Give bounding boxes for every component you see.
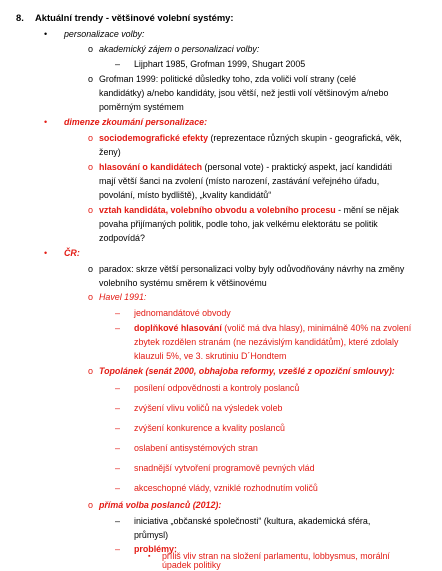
square-marker: ▪ bbox=[148, 553, 151, 560]
problem-line-2: úpadek politiky bbox=[162, 560, 221, 570]
problems-label: problémy: bbox=[134, 544, 177, 554]
dash-marker: – bbox=[115, 463, 121, 473]
extra-vote-term: doplňkové hlasování bbox=[134, 323, 222, 333]
dash-marker: – bbox=[115, 403, 121, 413]
bullet-marker: • bbox=[44, 29, 48, 39]
dash-marker: – bbox=[115, 483, 121, 493]
topolanek-item: zvýšení vlivu voličů na výsledek voleb bbox=[134, 403, 283, 413]
circle-marker: o bbox=[88, 292, 94, 302]
socio-line-1: sociodemografické efekty (reprezentace různých skupin - geografická, věk, bbox=[99, 133, 402, 143]
link-line-3: zodpovídá? bbox=[99, 233, 145, 243]
problem-line-1: příliš vliv stran na složení parlamentu, lobbysmus, morální úpadek politiky bbox=[162, 551, 390, 570]
votes-line-3: povolání, místo bydliště), „kvality kandidátů“ bbox=[99, 190, 272, 200]
academic-refs: Lijphart 1985, Grofman 1999, Shugart 2005 bbox=[134, 59, 306, 69]
havel-extra-line-2: zbytek rozdělen stranám (ne nezávislým kandidátům), které zdolaly bbox=[134, 337, 399, 347]
initiative-line-1: iniciativa „občanské společnosti“ (kultura, akademická sféra, bbox=[134, 516, 371, 526]
paradox-line-1: paradox: skrze větší personalizaci volby byly odůvodňovány návrhy na změny bbox=[99, 264, 405, 274]
votes-line-2: mají větší šanci na zvolení (místo narození, zastávání veřejného úřadu, bbox=[99, 176, 380, 186]
academic-interest-label: akademický zájem o personalizaci volby: bbox=[99, 44, 260, 54]
grofman-line-2: kandidátky) a/nebo kandidáty, jsou větší, než jestli volí většinovým a/nebo bbox=[99, 88, 389, 98]
circle-marker: o bbox=[88, 264, 94, 274]
votes-line-1: hlasování o kandidátech (personal vote) - praktický aspekt, jací kandidáti bbox=[99, 162, 392, 172]
link-line-1: vztah kandidáta, volebního obvodu a volebního procesu - mění se nějak bbox=[99, 205, 399, 215]
initiative-line-2: průmysl) bbox=[134, 530, 169, 540]
circle-marker: o bbox=[88, 366, 94, 376]
circle-marker: o bbox=[88, 162, 94, 172]
direct-election-label: přímá volba poslanců (2012): bbox=[99, 500, 222, 510]
dash-marker: – bbox=[115, 423, 121, 433]
dash-marker: – bbox=[115, 544, 121, 554]
topic-dimensions: dimenze zkoumání personalizace: bbox=[64, 117, 208, 127]
topolanek-label: Topolánek (senát 2000, obhajoba reformy, vzešlé z opoziční smlouvy): bbox=[99, 366, 395, 376]
votes-term: hlasování o kandidátech bbox=[99, 162, 203, 172]
topolanek-item: akceschopné vlády, vzniklé rozhodnutím voličů bbox=[134, 483, 318, 493]
dash-marker: – bbox=[115, 443, 121, 453]
bullet-marker: • bbox=[44, 248, 48, 258]
link-term: vztah kandidáta, volebního obvodu a volebního procesu bbox=[99, 205, 336, 215]
dash-marker: – bbox=[115, 516, 121, 526]
section-heading: Aktuální trendy - většinové volební systémy: bbox=[35, 12, 234, 23]
topolanek-item: zvýšení konkurence a kvality poslanců bbox=[134, 423, 285, 433]
socio-term: sociodemografické efekty bbox=[99, 133, 209, 143]
havel-extra-line-1: doplňkové hlasování (volič má dva hlasy), minimálně 40% na zvolení bbox=[134, 323, 412, 333]
link-line-2: povaha přijímaných politik, podle toho, jak velkému elektorátu se politik bbox=[99, 219, 378, 229]
topolanek-item: oslabení antisystémových stran bbox=[134, 443, 258, 453]
circle-marker: o bbox=[88, 500, 94, 510]
circle-marker: o bbox=[88, 133, 94, 143]
bullet-marker: • bbox=[44, 117, 48, 127]
circle-marker: o bbox=[88, 44, 94, 54]
topolanek-item: posílení odpovědnosti a kontroly poslanců bbox=[134, 383, 300, 393]
havel-single-districts: jednomandátové obvody bbox=[134, 308, 231, 318]
havel-extra-line-3: klauzuli 5%, ve 3. skrutiniu D´Hondtem bbox=[134, 351, 287, 361]
topic-cr: ČR: bbox=[64, 248, 80, 258]
dash-marker: – bbox=[115, 383, 121, 393]
topolanek-item: snadnější vytvoření programově pevných vlád bbox=[134, 463, 315, 473]
havel-label: Havel 1991: bbox=[99, 292, 147, 302]
paradox-line-2: volebního systému směrem k většinovému bbox=[99, 278, 267, 288]
grofman-line-1: Grofman 1999: politické důsledky toho, zda voliči volí strany (celé bbox=[99, 74, 357, 84]
socio-line-2: ženy) bbox=[99, 147, 121, 157]
circle-marker: o bbox=[88, 74, 94, 84]
section-number: 8. bbox=[16, 12, 24, 23]
topic-personalization: personalizace volby: bbox=[64, 29, 145, 39]
circle-marker: o bbox=[88, 205, 94, 215]
dash-marker: – bbox=[115, 59, 121, 69]
grofman-line-3: poměrným systémem bbox=[99, 102, 184, 112]
dash-marker: – bbox=[115, 308, 121, 318]
dash-marker: – bbox=[115, 323, 121, 333]
